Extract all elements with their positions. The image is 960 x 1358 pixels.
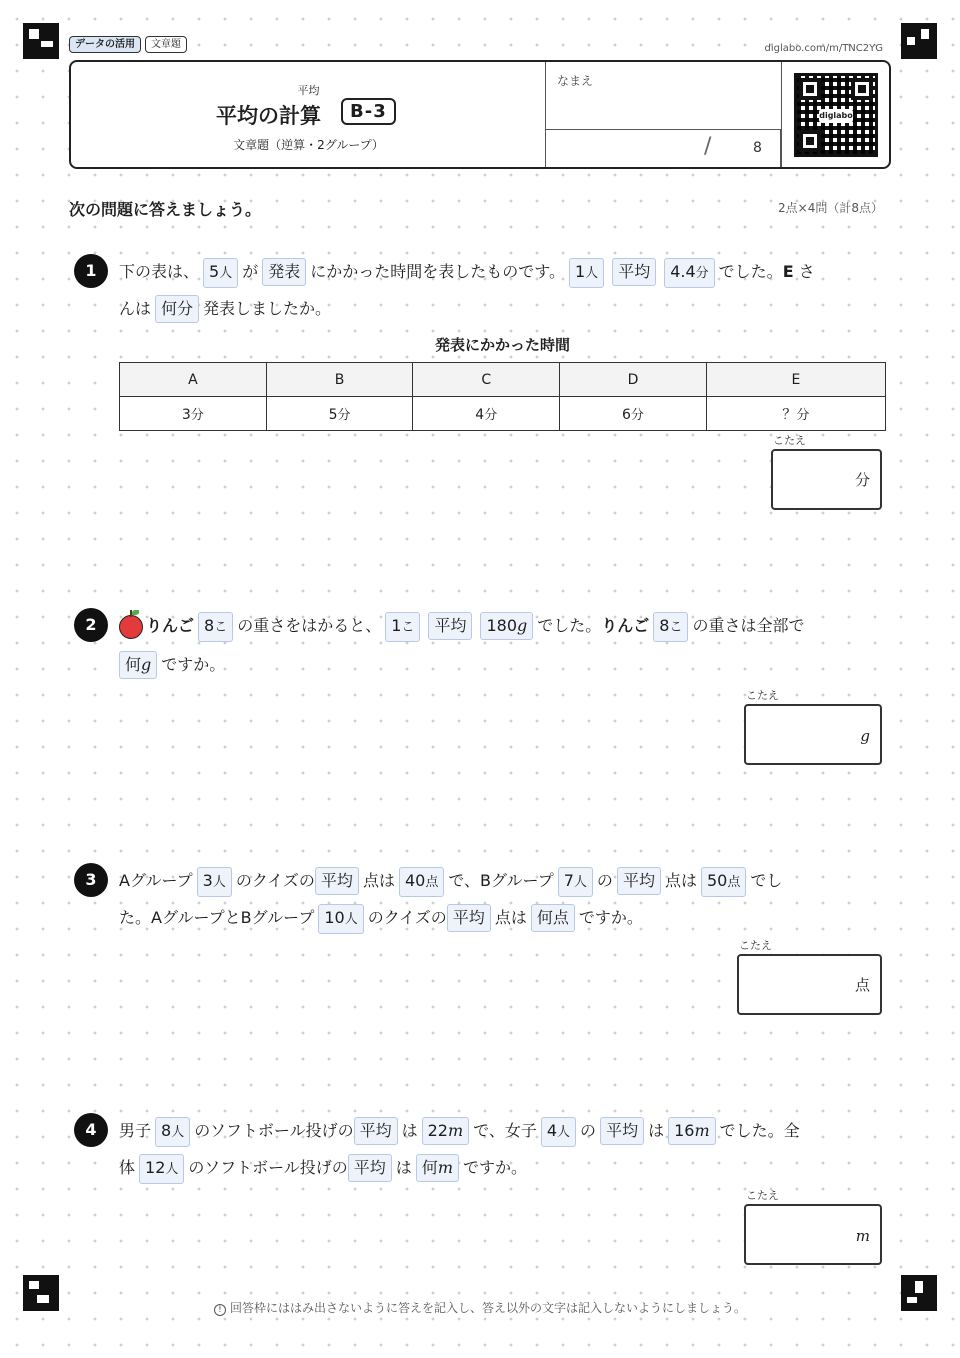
value: 何: [421, 1158, 438, 1177]
keyword-box: [541, 1117, 576, 1147]
text: ですか。: [578, 908, 643, 927]
info-icon: !: [214, 1304, 226, 1316]
text: でした。: [718, 262, 783, 281]
answer-unit: g: [860, 727, 870, 745]
worksheet-url: diglabo.com/m/TNC2YG: [764, 43, 883, 54]
cell-unit: 分: [337, 408, 351, 423]
category-tags: [69, 36, 187, 53]
keyword-box: [318, 904, 363, 934]
text: 発表しましたか。: [203, 299, 332, 318]
value: 4: [546, 1121, 558, 1140]
question-2-line-1: [119, 612, 805, 642]
answer-label-3: こたえ: [739, 939, 772, 952]
text: 下の表は、: [119, 262, 200, 281]
question-4-line-1: [119, 1117, 800, 1147]
answer-box-4[interactable]: [744, 1204, 882, 1265]
question-3-line-2: [119, 904, 643, 934]
keyword-box: [416, 1154, 459, 1182]
score-field[interactable]: [546, 129, 781, 167]
unit: 人: [585, 266, 599, 281]
cell-unit: 分: [630, 408, 644, 423]
name-label: なまえ: [557, 74, 594, 88]
text: は: [401, 1121, 418, 1140]
qr-finder: [799, 78, 821, 100]
unit: 人: [344, 912, 358, 927]
text: のクイズの: [235, 871, 315, 890]
qr-finder: [799, 130, 821, 152]
table-header-cell: D: [560, 363, 707, 397]
question-3-line-1: [119, 867, 782, 897]
value: 180: [486, 616, 517, 635]
level-code: B-3: [341, 98, 396, 125]
unit: こ: [401, 620, 415, 635]
table-cell: [706, 397, 885, 431]
keyword-box: [203, 258, 238, 288]
unit: こ: [214, 620, 228, 635]
unit: 点: [425, 875, 439, 890]
keyword-box: 平均: [600, 1117, 644, 1145]
tag-word-problem: 文章題: [145, 36, 187, 53]
text: で、女子: [473, 1121, 537, 1140]
data-table: [119, 362, 886, 431]
keyword-box: 何分: [155, 295, 199, 323]
value: 12: [145, 1158, 166, 1177]
text: でし: [750, 871, 783, 890]
points-info: 2点×4問（計8点）: [778, 201, 883, 215]
answer-unit: m: [855, 1227, 870, 1245]
unit: 人: [165, 1162, 179, 1177]
qr-logo: diglabo: [819, 109, 853, 123]
keyword-box: [385, 612, 420, 642]
answer-label-4: こたえ: [746, 1189, 779, 1202]
keyword-box: 平均: [348, 1154, 392, 1182]
table-cell: [413, 397, 560, 431]
table-cell: [560, 397, 707, 431]
table-cell: [266, 397, 413, 431]
keyword-box: [139, 1154, 184, 1184]
cell-value: 5: [328, 407, 338, 423]
page-title: 平均の計算: [216, 104, 321, 128]
unit: 人: [557, 1125, 571, 1140]
text: んは: [119, 299, 152, 318]
worksheet-header: [69, 60, 891, 169]
value: 8: [204, 616, 215, 635]
text: が: [242, 262, 259, 281]
text: のソフトボール投げの: [194, 1121, 354, 1140]
unit: 点: [727, 875, 741, 890]
answer-box-2[interactable]: [744, 704, 882, 765]
value: 50: [706, 871, 728, 890]
keyword-box: [664, 258, 714, 288]
keyword-box: [155, 1117, 190, 1147]
unit: m: [694, 1121, 710, 1140]
keyword-box: [558, 867, 593, 897]
header-category: 平均: [297, 84, 320, 97]
apple-icon: [119, 615, 143, 639]
text: Aグループ: [119, 871, 193, 890]
table-row: [120, 397, 886, 431]
qr-code-icon: [794, 73, 878, 157]
question-1-line-2: [119, 295, 331, 323]
keyword-box: [198, 612, 233, 642]
text: E: [782, 262, 794, 281]
text: りんご: [146, 616, 195, 635]
unit: g: [517, 616, 528, 635]
text: の: [596, 871, 613, 890]
page-subtitle: 文章題（逆算・2グループ）: [233, 138, 384, 152]
keyword-box: [480, 612, 533, 640]
text: のクイズの: [367, 908, 447, 927]
answer-unit: 点: [854, 976, 870, 994]
text: は: [648, 1121, 665, 1140]
score-total: 8: [753, 140, 762, 156]
keyword-box: [422, 1117, 470, 1145]
keyword-box: 何点: [531, 904, 575, 932]
unit: 人: [212, 875, 226, 890]
value: 8: [659, 616, 670, 635]
value: 1: [574, 262, 586, 281]
value: 10: [324, 908, 345, 927]
value: 16: [674, 1121, 695, 1140]
question-number-3: 3: [74, 863, 108, 897]
table-header-cell: A: [120, 363, 267, 397]
question-number-4: 4: [74, 1113, 108, 1147]
score-slash: /: [704, 134, 712, 159]
question-number-1: 1: [74, 254, 108, 288]
keyword-box: 発表: [262, 258, 306, 286]
tag-data-use: データの活用: [69, 36, 141, 53]
footer-text: 回答枠にははみ出さないように答えを記入し、答え以外の文字は記入しないようにしましょう。: [229, 1301, 746, 1315]
unit: 分: [695, 266, 709, 281]
text: りんご: [601, 616, 650, 635]
keyword-box: 平均: [428, 612, 472, 640]
text: た。AグループとBグループ: [119, 908, 315, 927]
footer-note: [0, 1299, 960, 1316]
keyword-box: [197, 867, 232, 897]
text: ですか。: [161, 655, 226, 674]
answer-label-2: こたえ: [746, 689, 779, 702]
keyword-box: [569, 258, 604, 288]
unit: g: [141, 655, 152, 674]
table-title: 発表にかかった時間: [434, 336, 570, 354]
keyword-box: 平均: [447, 904, 491, 932]
cell-value: 4: [475, 407, 485, 423]
answer-label-1: こたえ: [773, 434, 806, 447]
value: 1: [391, 616, 402, 635]
text: でした。: [537, 616, 602, 635]
text: 点は: [494, 908, 527, 927]
answer-unit: 分: [854, 471, 870, 489]
question-1-line-1: [119, 258, 815, 288]
keyword-box: [701, 867, 746, 897]
text: 点は: [664, 871, 697, 890]
text: ですか。: [462, 1158, 527, 1177]
keyword-box: [119, 651, 157, 679]
text: の: [580, 1121, 597, 1140]
text: は: [395, 1158, 412, 1177]
keyword-box: 平均: [617, 867, 661, 895]
text: で、Bグループ: [448, 871, 554, 890]
value: 7: [563, 871, 574, 890]
keyword-box: [399, 867, 444, 897]
unit: 人: [171, 1125, 185, 1140]
answer-box-3[interactable]: [737, 954, 882, 1015]
keyword-box: 平均: [612, 258, 656, 286]
text: の重さをはかると、: [237, 616, 382, 635]
text: の重さは全部で: [692, 616, 805, 635]
answer-box-1[interactable]: [771, 449, 882, 510]
cell-unit: 分: [190, 408, 204, 423]
unit: 人: [219, 266, 233, 281]
cell-value: 3: [181, 407, 191, 423]
cell-unit: 分: [796, 407, 810, 423]
value: 40: [404, 871, 426, 890]
keyword-box: [653, 612, 688, 642]
corner-marker-top-left: [23, 23, 59, 59]
keyword-box: 平均: [354, 1117, 398, 1145]
cell-value: ？: [782, 406, 797, 423]
cell-value: 6: [621, 407, 631, 423]
corner-marker-top-right: [901, 23, 937, 59]
question-number-2: 2: [74, 608, 108, 642]
divider: [781, 62, 782, 167]
keyword-box: 平均: [315, 867, 359, 895]
unit: こ: [669, 620, 683, 635]
text: 点は: [362, 871, 395, 890]
text: 男子: [119, 1121, 152, 1140]
keyword-box: [668, 1117, 716, 1145]
unit: 人: [573, 875, 587, 890]
value: 3: [202, 871, 213, 890]
qr-finder: [851, 78, 873, 100]
table-header-cell: E: [706, 363, 885, 397]
unit: m: [437, 1158, 453, 1177]
question-4-line-2: [119, 1154, 527, 1184]
value: 4.4: [670, 262, 696, 281]
value: 5: [209, 262, 220, 281]
table-header-row: [120, 363, 886, 397]
text: にかかった時間を表したものです。: [310, 262, 565, 281]
value: 何: [125, 655, 142, 674]
table-header-cell: B: [266, 363, 413, 397]
text: でした。全: [719, 1121, 800, 1140]
table-header-cell: C: [413, 363, 560, 397]
question-2-line-2: [119, 651, 225, 679]
text: のソフトボール投げの: [188, 1158, 348, 1177]
table-cell: [120, 397, 267, 431]
value: 22: [427, 1121, 448, 1140]
instruction: 次の問題に答えましょう。: [69, 200, 262, 219]
text: 体: [119, 1158, 136, 1177]
cell-unit: 分: [484, 408, 498, 423]
value: 8: [161, 1121, 172, 1140]
text: さ: [798, 262, 815, 281]
unit: m: [447, 1121, 464, 1140]
